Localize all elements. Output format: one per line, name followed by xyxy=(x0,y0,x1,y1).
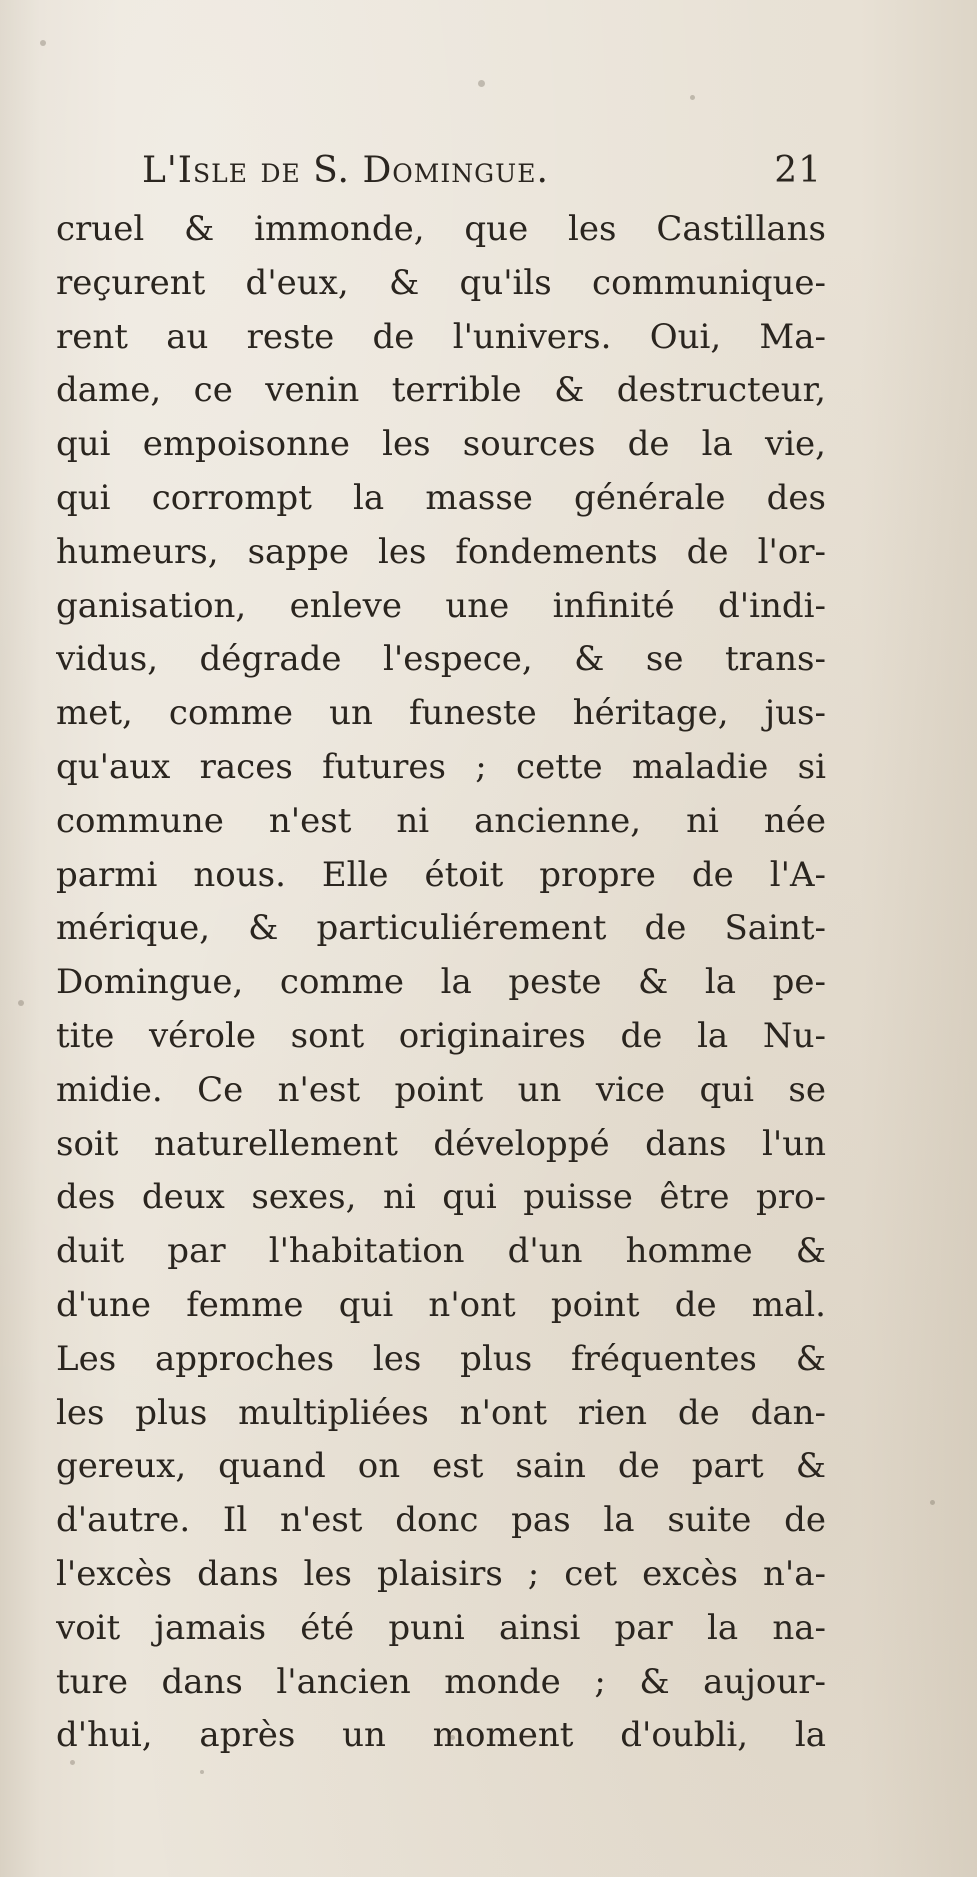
text-line: ture dans l'ancien monde ; & aujour- xyxy=(56,1661,826,1702)
running-header xyxy=(142,150,822,200)
text-line: commune n'est ni ancienne, ni née xyxy=(56,800,826,841)
text-line: cruel & immonde, que les Castillans xyxy=(56,209,826,249)
text-line: les plus multipliées n'ont rien de dan- xyxy=(56,1392,826,1433)
text-line: l'excès dans les plaisirs ; cet excès n'a- xyxy=(56,1553,826,1594)
text-line: humeurs, sappe les fondements de l'or- xyxy=(56,531,826,572)
text-line: duit par l'habitation d'un homme & xyxy=(56,1231,826,1272)
paper-speck xyxy=(18,1000,24,1006)
paper-speck xyxy=(930,1500,935,1505)
page-number: 21 xyxy=(774,150,822,191)
text-line: qui corrompt la masse générale des xyxy=(56,477,826,518)
paper-speck xyxy=(200,1770,204,1774)
text-line: ganisation, enleve une infinité d'indi- xyxy=(56,585,826,626)
text-line: soit naturellement développé dans l'un xyxy=(56,1123,826,1164)
text-line: d'une femme qui n'ont point de mal. xyxy=(56,1284,826,1325)
running-title: L'Isle de S. Domingue. xyxy=(142,150,549,191)
text-line: mérique, & particuliérement de Saint- xyxy=(56,908,826,949)
text-line: d'hui, après un moment d'oubli, la xyxy=(56,1715,826,1756)
text-line: d'autre. Il n'est donc pas la suite de xyxy=(56,1500,826,1541)
text-line: Les approches les plus fréquentes & xyxy=(56,1338,826,1379)
text-line: midie. Ce n'est point un vice qui se xyxy=(56,1069,826,1110)
text-line: Domingue, comme la peste & la pe- xyxy=(56,962,826,1003)
text-line: met, comme un funeste héritage, jus- xyxy=(56,693,826,734)
text-line: qu'aux races futures ; cette maladie si xyxy=(56,746,826,787)
text-line: parmi nous. Elle étoit propre de l'A- xyxy=(56,854,826,895)
text-line: tite vérole sont originaires de la Nu- xyxy=(56,1015,826,1056)
text-line: gereux, quand on est sain de part & xyxy=(56,1446,826,1487)
text-line: dame, ce venin terrible & destructeur, xyxy=(56,370,826,411)
text-line: qui empoisonne les sources de la vie, xyxy=(56,424,826,465)
text-line: voit jamais été puni ainsi par la na- xyxy=(56,1607,826,1648)
body-text xyxy=(56,203,826,1763)
paper-speck xyxy=(690,95,695,100)
text-line: reçurent d'eux, & qu'ils communique- xyxy=(56,262,826,303)
paper-speck xyxy=(40,40,46,46)
text-line: des deux sexes, ni qui puisse être pro- xyxy=(56,1177,826,1218)
text-line: rent au reste de l'univers. Oui, Ma- xyxy=(56,316,826,357)
paper-speck xyxy=(478,80,485,87)
text-line: vidus, dégrade l'espece, & se trans- xyxy=(56,639,826,680)
